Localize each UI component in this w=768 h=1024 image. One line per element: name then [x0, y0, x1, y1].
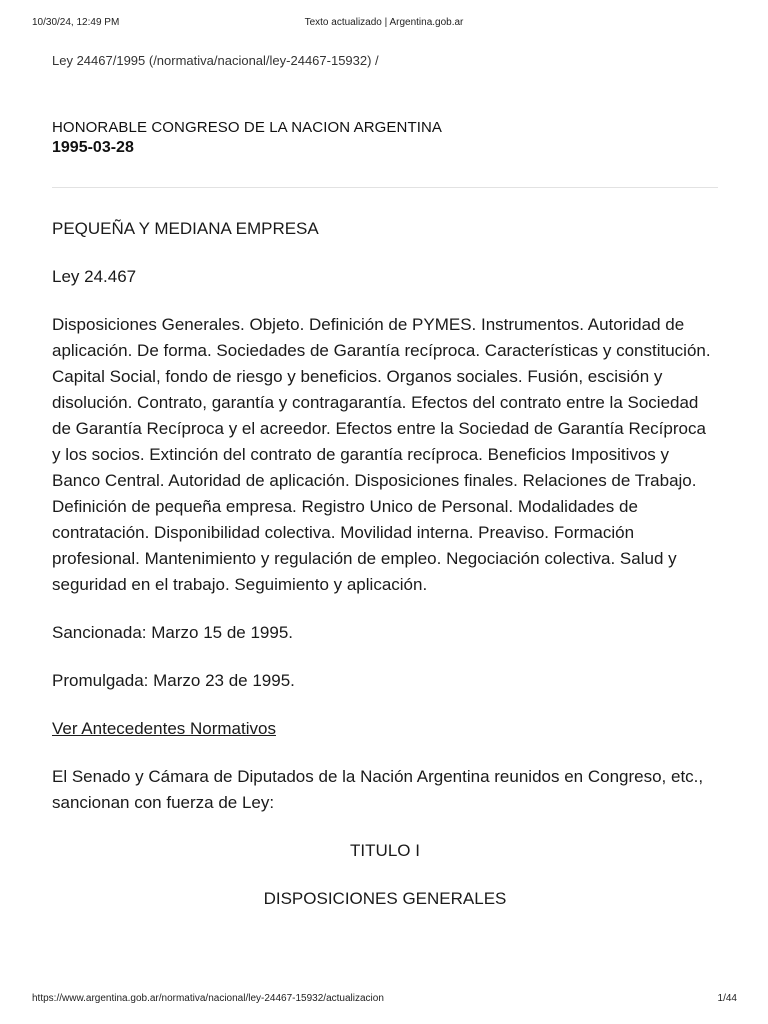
promulgated-date: Promulgada: Marzo 23 de 1995. [52, 671, 295, 690]
document-date: 1995-03-28 [52, 139, 134, 156]
section-heading: DISPOSICIONES GENERALES [263, 889, 507, 908]
law-number: Ley 24.467 [52, 267, 137, 286]
document-subject: PEQUEÑA Y MEDIANA EMPRESA [52, 219, 319, 238]
page-number: 1/44 [717, 993, 737, 1004]
sanctioned-date: Sancionada: Marzo 15 de 1995. [52, 623, 294, 642]
antecedents-link[interactable]: Ver Antecedentes Normativos [52, 719, 276, 738]
breadcrumb[interactable]: Ley 24467/1995 (/normativa/nacional/ley-24467-15932) / [52, 53, 379, 68]
law-summary: Disposiciones Generales. Objeto. Definición de PYMES. Instrumentos. Autoridad de aplicación. De forma. Sociedades de Garantía recíproca. Características y constitución. Capital Social, fondo de riesgo y beneficios. Organos sociales. Fusión, escisión y disolución. Contrato, garantía y contragarantía. Efectos del contrato entre la Sociedad de Garantía Recíproca y el acreedor. Efectos entre la Sociedad de Garantía Recíproca y los socios. Extinción del contrato de garantía recíproca. Beneficios Impositivos y Banco Central. Autoridad de aplicación. Disposiciones finales. Relaciones de Trabajo. Definición de pequeña empresa. Registro Unico de Personal. Modalidades de contratación. Disponibilidad colectiva. Movilidad interna. Preaviso. Formación profesional. Mantenimiento y regulación de empleo. Negociación colectiva. Salud y seguridad en el trabajo. Seguimiento y aplicación. [52, 315, 711, 594]
title-heading: TITULO I [350, 841, 420, 860]
print-page-title: Texto actualizado | Argentina.gob.ar [304, 17, 464, 28]
print-url: https://www.argentina.gob.ar/normativa/nacional/ley-24467-15932/actualizacion [32, 993, 384, 1004]
print-header [0, 17, 768, 31]
divider [52, 187, 718, 188]
print-datetime: 10/30/24, 12:49 PM [32, 17, 120, 28]
enacting-clause: El Senado y Cámara de Diputados de la Nación Argentina reunidos en Congreso, etc., sancionan con fuerza de Ley: [52, 767, 704, 812]
issuer-heading: HONORABLE CONGRESO DE LA NACION ARGENTINA [52, 119, 443, 136]
print-footer [0, 993, 768, 1007]
document-body [52, 216, 718, 934]
